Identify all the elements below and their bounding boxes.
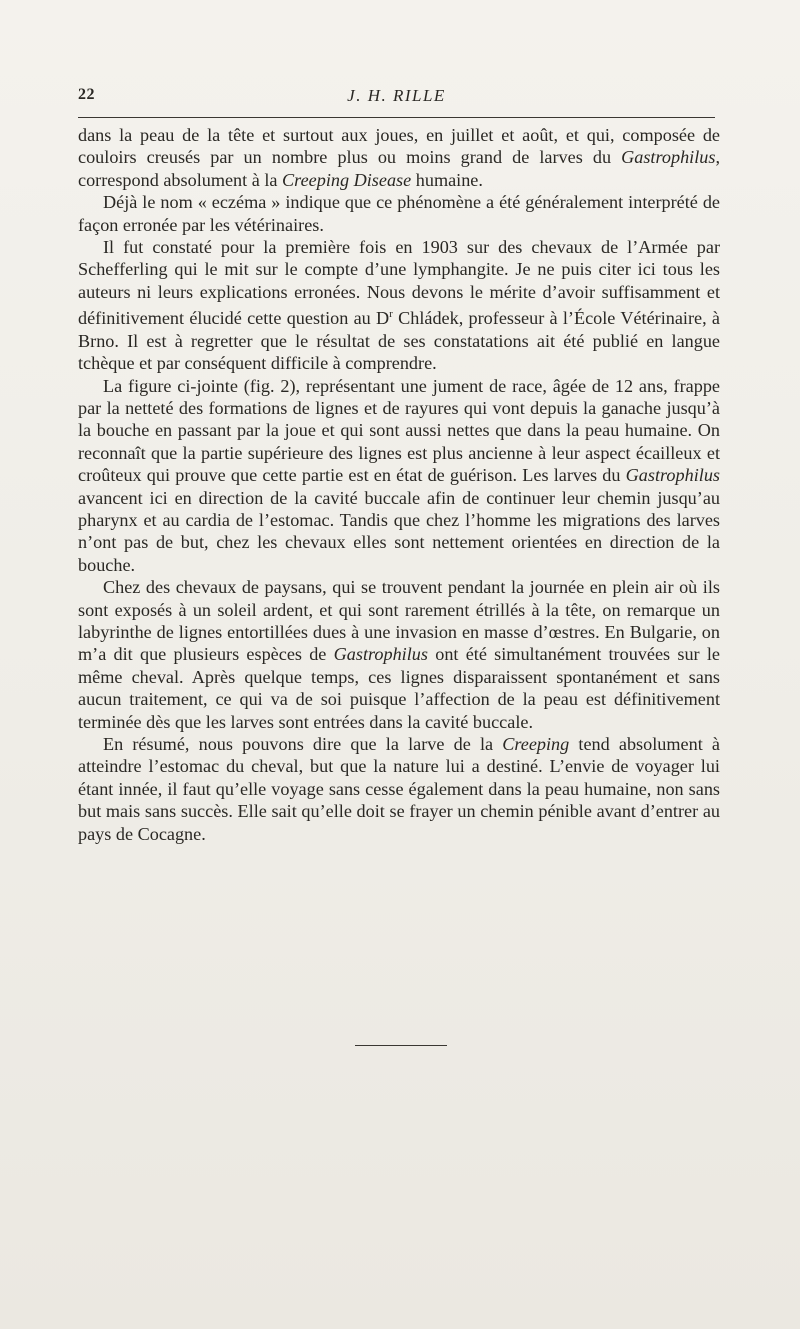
text-run: En résumé, nous pouvons dire que la larve de la	[103, 734, 503, 755]
page-header	[78, 86, 715, 110]
body-text	[78, 124, 720, 845]
paragraph-2	[78, 191, 720, 236]
text-run: Chládek, professeur à l’École Vétérinaire, à Brno. Il est à regretter que le résultat de ses constatations ait été publié en langue tchèque et par conséquent difficile à comprendre.	[78, 308, 720, 374]
italic-term: Gastrophilus	[333, 644, 428, 665]
paragraph-5	[78, 576, 720, 733]
text-run: tend absolument à atteindre l’estomac du cheval, but que la nature lui a destiné. L’envie de voyager lui étant innée, il faut qu’elle voyage sans cesse également dans la peau humaine, non sans but mais sans succès. Elle sait qu’elle doit se frayer un chemin pénible avant d’entrer au pays de Cocagne.	[78, 734, 720, 844]
text-run: Chez des chevaux de paysans, qui se trouvent pendant la journée en plein air où ils sont exposés à un soleil ardent, et qui sont rarement étrillés à la tête, on remarque un labyrinthe de lignes entortillées dues à une invasion en masse d’œstres. En Bulgarie, on m’a dit que plusieurs espèces de	[78, 577, 720, 665]
page-number: 22	[78, 86, 95, 103]
text-run: Déjà le nom « eczéma » indique que ce phénomène a été généralement interprété de façon erronée par les vétérinaires.	[78, 192, 720, 235]
italic-term: Creeping	[502, 734, 570, 755]
paragraph-3	[78, 236, 720, 375]
italic-term: Creeping Disease	[282, 169, 412, 190]
header-rule	[78, 117, 715, 118]
text-run: , correspond absolument à la	[78, 147, 720, 190]
paragraph-6	[78, 733, 720, 845]
paragraph-4	[78, 375, 720, 577]
running-head: J. H. RILLE	[347, 86, 446, 105]
superscript: r	[389, 308, 393, 321]
end-rule	[355, 1045, 447, 1046]
text-run: dans la peau de la tête et surtout aux joues, en juillet et août, et qui, composée de couloirs creusés par un nombre plus ou moins grand de larves du	[78, 125, 720, 168]
text-run: humaine.	[411, 169, 483, 190]
paragraph-1	[78, 124, 720, 191]
text-run: La figure ci-jointe (fig. 2), représentant une jument de race, âgée de 12 ans, frappe par la netteté des formations de lignes et de rayures qui vont depuis la ganache jusqu’à la bouche en passant par la joue et qui sont aussi nettes que dans la peau humaine. On reconnaît que la partie supérieure des lignes est plus ancienne à leur aspect écailleux et croûteux qui prouve que cette partie est en état de guérison. Les larves du	[78, 375, 720, 486]
italic-term: Gastrophilus	[625, 465, 720, 486]
text-run: ont été simultanément trouvées sur le même cheval. Après quelque temps, ces lignes disparaissent spontanément et sans aucun traitement, ce qui va de soi puisque l’affection de la peau est définitivement terminée dès que les larves sont entrées dans la cavité buccale.	[78, 644, 720, 732]
text-run: Il fut constaté pour la première fois en 1903 sur des chevaux de l’Armée par Schefferling qui le mit sur le compte d’une lymphangite. Je ne puis citer ici tous les auteurs ni leurs explications erronées. Nous devons le mérite d’avoir suffisamment et définitivement élucidé cette question au D	[78, 237, 720, 329]
text-run: avancent ici en direction de la cavité buccale afin de continuer leur chemin jusqu’au pharynx et au cardia de l’estomac. Tandis que chez l’homme les migrations des larves n’ont pas de but, chez les chevaux elles sont nettement orientées en direction de la bouche.	[78, 487, 720, 575]
italic-term: Gastrophilus	[621, 147, 716, 168]
